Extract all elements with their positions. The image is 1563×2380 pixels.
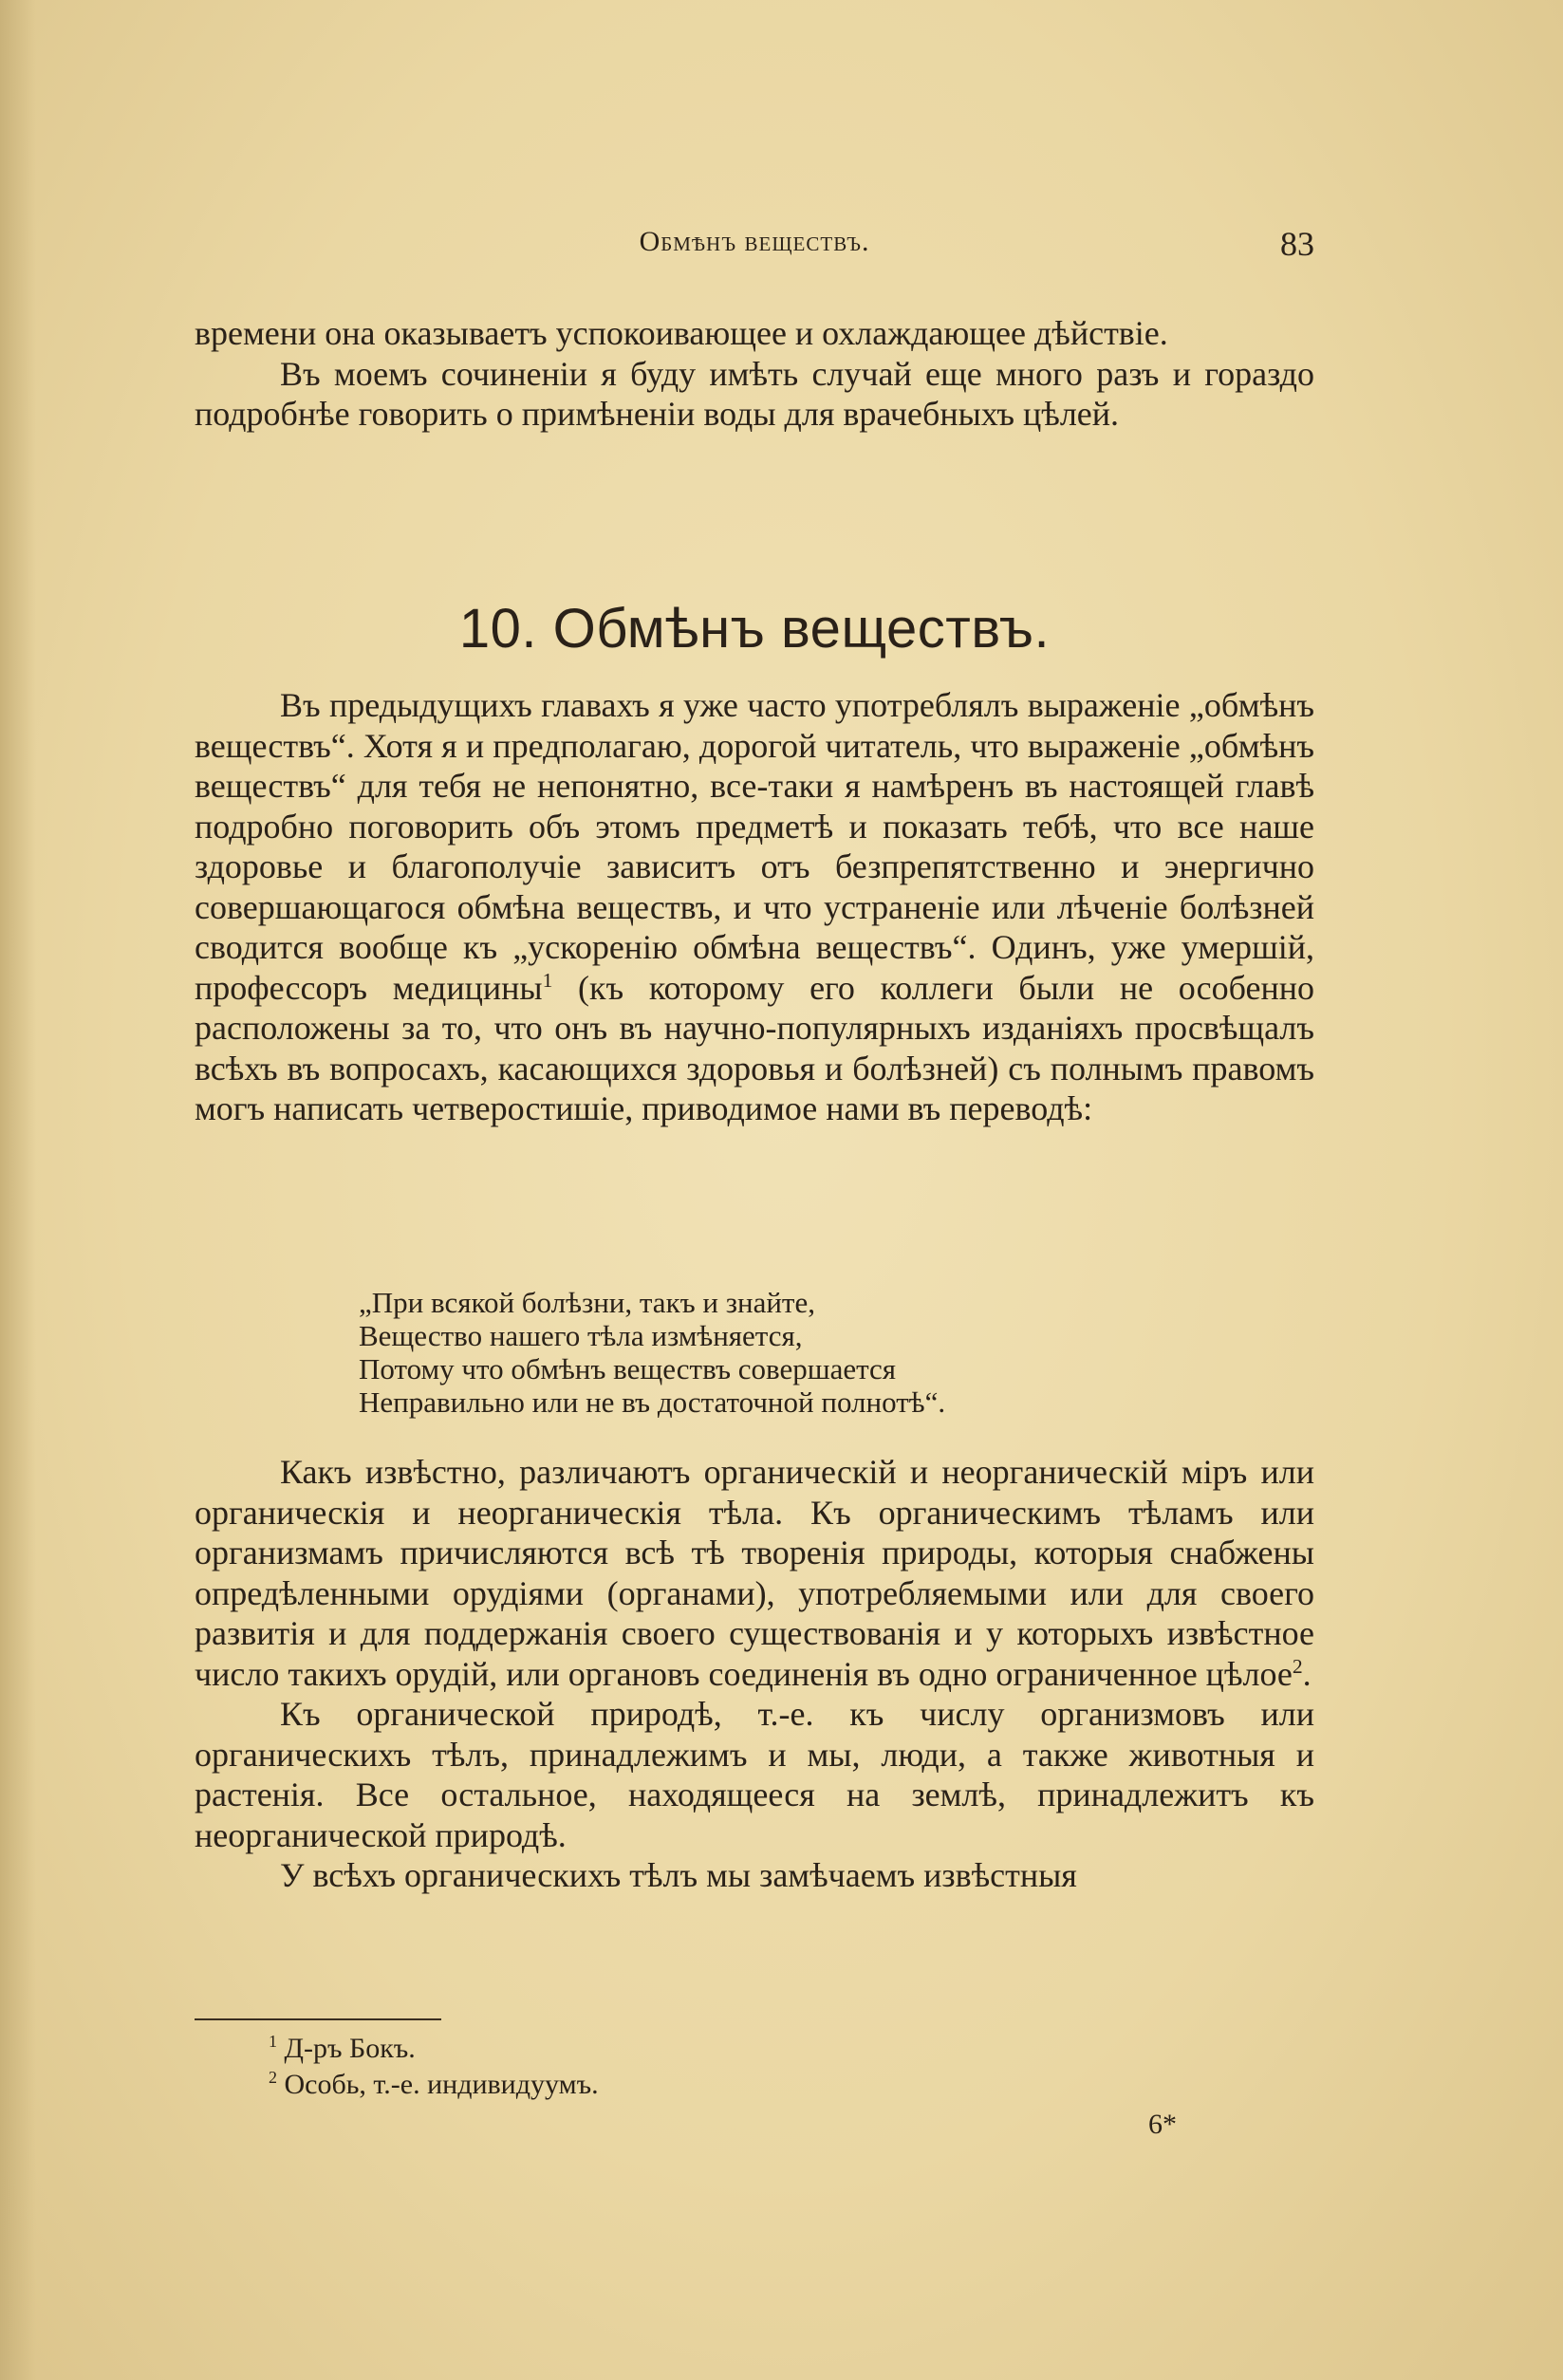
paragraph: У всѣхъ органическихъ тѣлъ мы замѣчаемъ извѣстныя <box>280 1856 1077 1894</box>
verse-line: Неправильно или не въ достаточной полнотѣ“. <box>359 1385 946 1419</box>
paragraph <box>195 1452 1314 1694</box>
footnote-ref: 1 <box>542 968 553 992</box>
text-block-top <box>195 313 1314 435</box>
paragraph-text: Какъ извѣстно, различаютъ органическій и неорганическій міръ или органическія и неорганическія тѣла. Къ органическимъ тѣламъ или организмамъ причисляются всѣ тѣ творенія природы, которыя снабжены опредѣленными орудіями (органами), употребляемыми или для своего развитія и для поддержанія своего существованія и у которыхъ извѣстное число такихъ орудій, или органовъ соединенія въ одно ограниченное цѣлое <box>195 1453 1314 1693</box>
footnote <box>269 2031 599 2067</box>
paragraph: Къ органической природѣ, т.-е. къ числу организмовъ или органическихъ тѣлъ, принадлежимъ и мы, люди, а также животныя и растенія. Все остальное, находящееся на землѣ, принадлежитъ къ неорганической природѣ. <box>195 1695 1314 1854</box>
verse-line: Вещество нашего тѣла измѣняется, <box>359 1319 803 1352</box>
verse-line: Потому что обмѣнъ веществъ совершается <box>359 1352 897 1385</box>
paragraph <box>195 685 1314 1129</box>
footnotes <box>269 2031 599 2103</box>
verse-line: „При всякой болѣзни, такъ и знайте, <box>359 1286 815 1319</box>
footnote-text: Особь, т.-е. индивидуумъ. <box>277 2069 599 2100</box>
text-block-main <box>195 685 1314 1129</box>
text-block-lower <box>195 1452 1314 1896</box>
footnote-text: Д-ръ Бокъ. <box>277 2033 416 2064</box>
quoted-verse <box>359 1286 1213 1419</box>
paragraph-continued: времени она оказываетъ успокоивающее и охлаждающее дѣйствіе. <box>195 314 1168 352</box>
spine-shadow <box>0 0 36 2380</box>
running-title: Обмѣнъ веществъ. <box>639 226 870 257</box>
footnote-divider <box>195 2018 441 2020</box>
printer-signature-mark: 6* <box>1148 2109 1177 2140</box>
footnote-ref: 2 <box>1292 1654 1303 1678</box>
page-number: 83 <box>1280 225 1314 263</box>
footnote <box>269 2067 599 2103</box>
paragraph-text: Въ предыдущихъ главахъ я уже часто употреблялъ выраженіе „обмѣнъ веществъ“. Хотя я и предполагаю, дорогой читатель, что выраженіе „обмѣнъ веществъ“ для тебя не непонятно, все-таки я намѣренъ въ настоящей главѣ подробно поговорить объ этомъ предметѣ и показать тебѣ, что все наше здоровье и благополучіе зависитъ отъ безпрепятственно и энергично совершающагося обмѣна веществъ, и что устраненіе или лѣченіе болѣзней сводится вообще къ „ускоренію обмѣна веществъ“. Одинъ, уже умершій, профессоръ медицины <box>195 686 1314 1007</box>
paragraph: Въ моемъ сочиненіи я буду имѣть случай еще много разъ и гораздо подробнѣе говорить о примѣненіи воды для врачебныхъ цѣлей. <box>195 354 1314 433</box>
chapter-title: 10. Обмѣнъ веществъ. <box>458 598 1051 660</box>
footnote-mark: 1 <box>269 2032 277 2051</box>
page-header <box>195 226 1314 268</box>
footnote-mark: 2 <box>269 2068 277 2087</box>
paragraph-text: (къ которому его коллеги были не особенно расположены за то, что онъ въ научно-популярныхъ изданіяхъ просвѣщалъ всѣхъ въ вопросахъ, касающихся здоровья и болѣзней) съ полнымъ правомъ могъ написать четверостишіе, приводимое нами въ переводѣ: <box>195 968 1314 1127</box>
paragraph-text: . <box>1302 1654 1312 1693</box>
